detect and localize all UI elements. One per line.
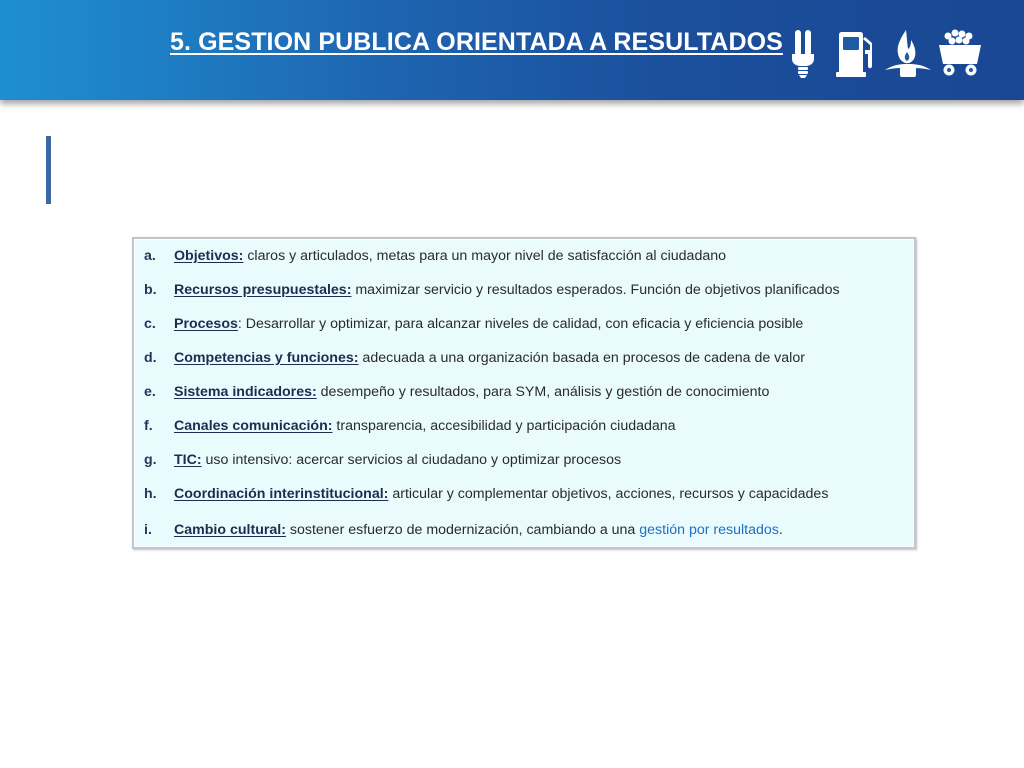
item-letter: f. [144, 418, 153, 434]
item-letter: c. [144, 316, 156, 332]
item-letter: g. [144, 452, 157, 468]
item-description: transparencia, accesibilidad y participación ciudadana [332, 418, 676, 434]
item-text [174, 381, 769, 403]
item-description: desempeño y resultados, para SYM, análisis y gestión de conocimiento [316, 384, 770, 400]
item-term: Sistema indicadores: [174, 384, 317, 400]
item-description: uso intensivo: acercar servicios al ciudadano y optimizar procesos [201, 452, 622, 468]
item-term: Coordinación interinstitucional: [174, 486, 389, 502]
item-description: sostener esfuerzo de modernización, cambiando a una [285, 522, 640, 538]
mining-cart-icon [936, 28, 984, 78]
light-bulb-icon [788, 28, 836, 78]
item-description: maximizar servicio y resultados esperados. Función de objetivos planificados [351, 282, 840, 298]
slide-title: 5. GESTION PUBLICA ORIENTADA A RESULTADOS [170, 28, 783, 56]
item-letter: b. [144, 282, 157, 298]
item-term: Recursos presupuestales: [174, 282, 352, 298]
item-text [174, 245, 726, 267]
item-term: Objetivos: [174, 248, 244, 264]
item-description: adecuada a una organización basada en procesos de cadena de valor [358, 350, 805, 366]
item-description: : Desarrollar y optimizar, para alcanzar niveles de calidad, con eficacia y eficiencia posible [237, 316, 804, 332]
item-text [174, 449, 621, 471]
item-text [174, 279, 840, 301]
item-end: . [778, 522, 783, 538]
item-letter: e. [144, 384, 156, 400]
item-description: claros y articulados, metas para un mayor nivel de satisfacción al ciudadano [243, 248, 726, 264]
energy-icons [788, 28, 988, 80]
gas-flame-icon [884, 28, 932, 78]
item-term: Cambio cultural: [174, 522, 286, 538]
item-term: TIC: [174, 452, 202, 468]
item-description: articular y complementar objetivos, acciones, recursos y capacidades [388, 486, 829, 502]
content-box [132, 237, 916, 549]
item-term: Competencias y funciones: [174, 350, 359, 366]
item-term: Procesos [174, 316, 238, 332]
item-letter: i. [144, 522, 152, 538]
item-letter: a. [144, 248, 156, 264]
item-letter: h. [144, 486, 157, 502]
item-text [174, 415, 676, 437]
item-text [174, 347, 805, 369]
fuel-pump-icon [832, 28, 880, 78]
item-text [174, 483, 828, 505]
item-text [174, 519, 783, 541]
item-text [174, 313, 803, 335]
item-letter: d. [144, 350, 157, 366]
header-band [0, 0, 1024, 100]
item-highlight: gestión por resultados [639, 522, 779, 538]
item-term: Canales comunicación: [174, 418, 333, 434]
side-accent-bar [46, 136, 51, 204]
